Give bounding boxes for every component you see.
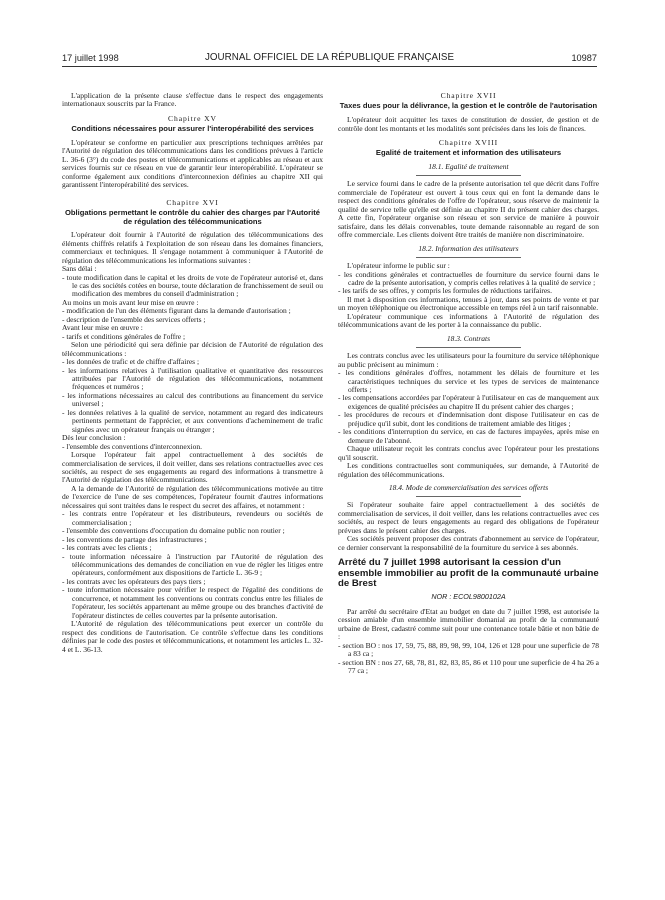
header-journal-title: JOURNAL OFFICIEL DE LA RÉPUBLIQUE FRANÇAISE <box>204 52 455 63</box>
list-heading-avant: Avant leur mise en œuvre : <box>62 323 143 333</box>
section-18-2-intro: L'opérateur informe le public sur : <box>347 261 450 271</box>
section-rule <box>416 257 520 258</box>
list-sans-delai <box>62 274 323 299</box>
section-rule <box>416 175 520 176</box>
list-item: - section BN : nos 27, 68, 78, 81, 82, 83, 85, 86 et 110 pour une superficie de 4 ha 26 a 77 ca ; <box>338 657 599 675</box>
list-item: - les conditions d'interruption du service, en cas de factures impayées, après mise en demeure de l'abonné. <box>338 427 599 445</box>
section-18-3-list <box>338 369 599 445</box>
section-18-4-paragraph-2: Ces sociétés peuvent proposer des contrats d'abonnement au service de l'opérateur, ce dernier conservant la responsabilité de la fourniture du service à ses abonnés. <box>338 534 599 552</box>
header-page-number: 10987 <box>571 53 597 63</box>
page-header <box>62 51 597 67</box>
right-column <box>338 92 599 675</box>
arrete-title: Arrêté du 7 juillet 1998 autorisant la cession d'un ensemble immobilier au profit de la communauté urbaine de Brest <box>338 557 599 589</box>
list-item: - l'ensemble des conventions d'occupation du domaine public non routier ; <box>62 526 285 536</box>
section-18-2-list <box>338 271 599 296</box>
paragraph-lorsque: Lorsque l'opérateur fait appel contractuellement à des sociétés de commercialisation de services, il doit veiller, dans ses relations contractuelles avec ces sociétés, au respect de ses engagements au regard des informations à transmettre à l'Autorité de régulation des télécommunications. <box>62 450 323 485</box>
list-item: - les données de trafic et de chiffre d'affaires ; <box>62 357 200 367</box>
list-item: - les conventions de partage des infrastructures ; <box>62 534 207 544</box>
chapter-15-paragraph: L'opérateur se conforme en particulier aux prescriptions techniques arrêtées par l'Autorité de régulation des télécommunications dans les conditions prévues à l'article L. 36-6 (3°) du code des postes et télécommunications et applicables au réseau et aux services fournis sur ce réseau en vue de garantir leur interopérabilité. L'opérateur se conforme également aux conditions d'interconnexion définies au chapitre XII qui garantissent l'interopérabilité des services. <box>62 137 323 190</box>
list-demande <box>62 510 323 620</box>
chapter-16-label: Chapitre XVI <box>166 197 219 207</box>
list-heading-des-leur: Dès leur conclusion : <box>62 433 126 443</box>
section-18-1-paragraph: Le service fourni dans le cadre de la présente autorisation tel que décrit dans l'offre commerciale de l'opérateur est ouvert à tous ceux qui en font la demande dans le respect des conditions générales de l'offre de l'opérateur, sous réserve de maintenir la qualité de service telle qu'elle est définie au chapitre II du présent cahier des charges. A cette fin, l'opérateur organise son réseau et son service de manière à pouvoir satisfaire, dans les délais convenables, toute demande raisonnable au regard de son offre commerciale. Les clients doivent être traités de manière non discriminatoire. <box>338 179 599 240</box>
section-rule <box>416 496 520 497</box>
chapter-17-paragraph: L'opérateur doit acquitter les taxes de constitution de dossier, de gestion et de contrôle dont les montants et les modalités sont précisées dans les lois de finances. <box>338 115 599 133</box>
section-18-3-paragraph-2: Chaque utilisateur reçoit les contrats conclus avec l'opérateur pour les prestations qu'il souscrit. <box>338 444 599 462</box>
list-item: - les contrats avec les clients ; <box>62 543 152 553</box>
section-18-4-title: 18.4. Mode de commercialisation des services offerts <box>388 482 549 492</box>
nor-reference: NOR : ECOL9800102A <box>431 592 506 602</box>
list-item: - tarifs et conditions générales de l'offre ; <box>62 331 186 341</box>
section-18-3-intro: Les contrats conclus avec les utilisateurs pour la fourniture du service téléphonique au public précisent au minimum : <box>338 351 599 369</box>
chapter-16-title: Obligations permettant le contrôle du cahier des charges par l'Autorité de régulation des télécommunications <box>65 208 320 226</box>
list-item: - toute modification dans le capital et les droits de vote de l'opérateur autorisé et, dans le cas des sociétés cotées en bourse, toute déclaration de franchissement de seuil ou modification des membres du conseil d'administration ; <box>62 272 323 299</box>
list-heading-au-moins: Au moins un mois avant leur mise en œuvre : <box>62 297 199 307</box>
chapter-16-paragraph: L'opérateur doit fournir à l'Autorité de régulation des télécommunications des éléments chiffrés relatifs à l'exploitation de son réseau dans les domaines financiers, commerciaux et techniques. Il s'engage notamment à communiquer à l'Autorité de régulation des télécommunications les informations suivantes : <box>62 230 323 265</box>
chapter-17-title: Taxes dues pour la délivrance, la gestion et le contrôle de l'autorisation <box>339 101 598 111</box>
list-item: - les informations relatives à l'utilisation qualitative et quantitative des ressources attribuées par l'Autorité de régulation des télécommunications, notamment fréquences et numéros ; <box>62 365 323 392</box>
section-18-2-paragraph-3: L'opérateur communique ces informations à l'Autorité de régulation des télécommunications avant de les porter à la connaissance du public. <box>338 311 599 330</box>
header-date: 17 juillet 1998 <box>62 53 119 63</box>
list-item: - les tarifs de ses offres, y compris les formules de réductions tarifaires. <box>338 286 552 296</box>
list-item: - les procédures de recours et d'indemnisation dont dispose l'utilisateur en cas de préjudice qu'il subit, dont les conditions de traitement amiable des litiges ; <box>338 410 599 428</box>
chapter-18-title: Egalité de traitement et information des utilisateurs <box>375 148 562 158</box>
list-item: - les contrats avec les opérateurs des pays tiers ; <box>62 576 206 586</box>
list-item: - les conditions générales d'offres, notamment les délais de fourniture et les caractéristiques techniques du service et les types de services de maintenance offerts ; <box>338 368 599 394</box>
section-18-2-paragraph-2: Il met à disposition ces informations, tenues à jour, dans ses points de vente et par un moyen téléphonique ou électronique accessible en temps réel à un tarif raisonnable. <box>338 294 599 313</box>
section-rule <box>416 347 520 348</box>
list-au-moins <box>62 307 323 324</box>
section-18-4-paragraph-1: Si l'opérateur souhaite faire appel contractuellement à des sociétés de commercialisation de services, il doit veiller, dans les relations contractuelles avec ces sociétés, au respect de leurs engagements au regard des obligations de l'opérateur prévues dans le présent cahier des charges. <box>338 500 599 535</box>
list-selon <box>62 358 323 434</box>
header-rule <box>62 66 597 67</box>
chapter-15-label: Chapitre XV <box>168 113 217 123</box>
section-18-3-title: 18.3. Contrats <box>446 333 491 343</box>
intro-paragraph: L'application de la présente clause s'effectue dans le respect des engagements internationaux souscrits par la France. <box>62 91 323 109</box>
list-item: - les conditions générales et contractuelles de fourniture du service fourni dans le cadre de la présente autorisation, y compris celles relatives à la qualité de service ; <box>338 269 599 287</box>
chapter-15-title: Conditions nécessaires pour assurer l'interopérabilité des services <box>71 124 314 134</box>
list-heading-sans-delai: Sans délai : <box>62 264 97 274</box>
list-item: - les informations nécessaires au calcul des contributions au financement du service universel ; <box>62 390 323 409</box>
list-item: - les compensations accordées par l'opérateur à l'utilisateur en cas de manquement aux exigences de qualité précisées au chapitre II du présent cahier des charges ; <box>338 393 599 411</box>
paragraph-a-la-demande: A la demande de l'Autorité de régulation des télécommunications motivée au titre de l'exercice de l'une de ses compétences, l'opérateur fournit d'autres informations nécessaires qui sont traitées dans le respect du secret des affaires, et notamment : <box>62 483 323 510</box>
list-item: - description de l'ensemble des services offerts ; <box>62 314 206 324</box>
list-heading-selon: Selon une périodicité qui sera définie par décision de l'Autorité de régulation des télécommunications : <box>62 340 323 358</box>
chapter-17-label: Chapitre XVII <box>440 91 497 100</box>
arrete-paragraph: Par arrêté du secrétaire d'Etat au budget en date du 7 juillet 1998, est autorisée la cession amiable d'un ensemble immobilier domanial au profit de la communauté urbaine de Brest, cadastré comme suit pour une contenance totale bâtie et non bâtie de : <box>338 606 599 642</box>
paragraph-final: L'Autorité de régulation des télécommunications peut exercer un contrôle du respect des conditions de l'autorisation. Ce contrôle s'effectue dans les conditions définies par le code des postes et télécommunications, et notamment les articles L. 32-4 et L. 36-13. <box>62 619 323 654</box>
list-item: - toute information nécessaire pour vérifier le respect de l'égalité des conditions de concurrence, et notamment les conventions ou contrats conclus entre les filiales de l'opérateur, les sociétés appartenant au même groupe ou des branches d'activité de l'opérateur distinctes de celles couvertes par la présente autorisation. <box>62 585 323 620</box>
chapter-18-label: Chapitre XVIII <box>438 137 499 147</box>
list-item: - les données relatives à la qualité de service, notamment au regard des indicateurs pertinents permettant de l'apprécier, et aux conventions d'acheminement de trafic signées avec un opérateur français ou étranger ; <box>62 407 323 434</box>
list-item: - l'ensemble des conventions d'interconnexion. <box>62 441 202 451</box>
section-18-1-title: 18.1. Egalité de traitement <box>428 162 509 171</box>
arrete-list <box>338 642 599 676</box>
list-item: - modification de l'un des éléments figurant dans la demande d'autorisation ; <box>62 306 291 316</box>
list-item: - les contrats entre l'opérateur et les distributeurs, revendeurs ou sociétés de commercialisation ; <box>62 509 323 527</box>
section-18-2-title: 18.2. Information des utilisateurs <box>418 243 519 253</box>
list-item: - toute information nécessaire à l'instruction par l'Autorité de régulation des télécommunications des demandes de conciliation en vue de régler les litiges entre opérateurs, conformément aux dispositions de l'article L. 36-9 ; <box>62 551 323 578</box>
section-18-3-paragraph-3: Les conditions contractuelles sont communiquées, sur demande, à l'Autorité de régulation des télécommunications. <box>338 461 599 479</box>
left-column <box>62 92 323 654</box>
list-item: - section BO : nos 17, 59, 75, 88, 89, 98, 99, 104, 126 et 128 pour une superficie de 78 a 83 ca ; <box>338 640 599 659</box>
